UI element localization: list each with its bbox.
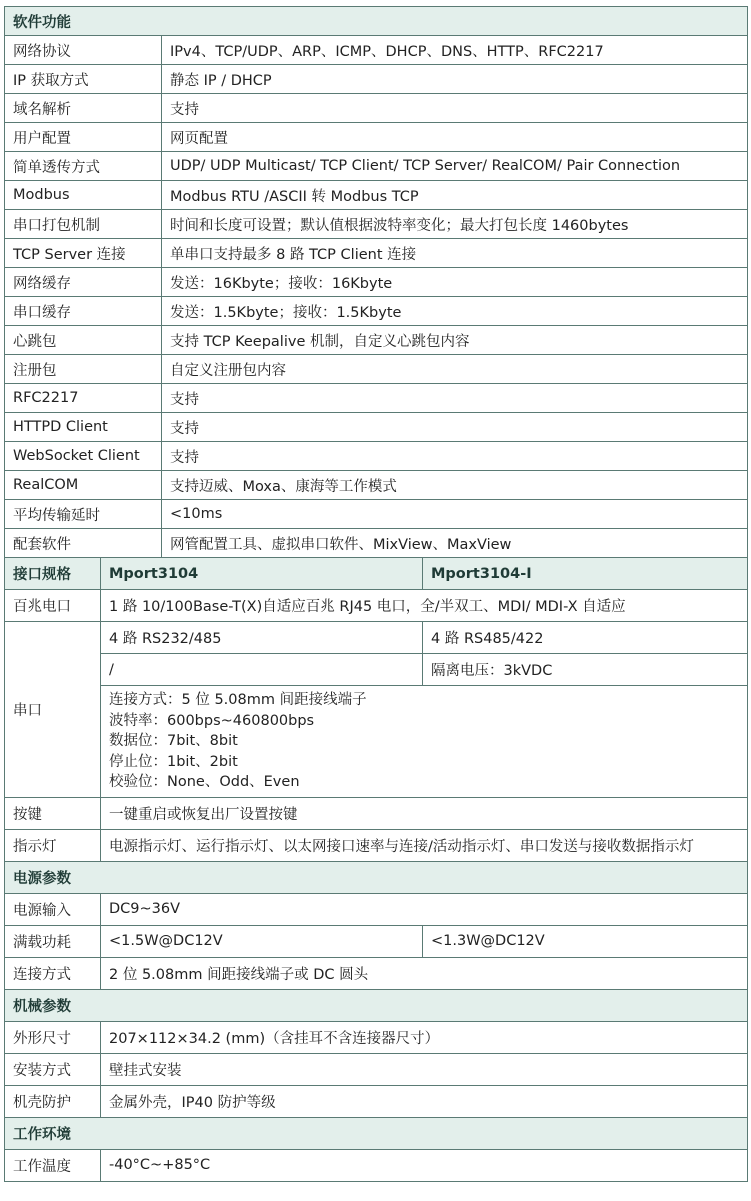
spec-label: 电源输入 — [5, 893, 101, 925]
serial-detail-line: 校验位：None、Odd、Even — [109, 774, 300, 791]
spec-label: 串口打包机制 — [5, 210, 162, 239]
spec-row — [5, 529, 748, 558]
spec-row — [5, 268, 748, 297]
spec-row — [5, 500, 748, 529]
spec-row — [5, 326, 748, 355]
section-title: 机械参数 — [5, 989, 748, 1021]
spec-value: 单串口支持最多 8 路 TCP Client 连接 — [162, 239, 748, 268]
consumption-model-a: <1.5W@DC12V — [101, 925, 423, 957]
spec-value: 发送：16Kbyte；接收：16Kbyte — [162, 268, 748, 297]
spec-value: UDP/ UDP Multicast/ TCP Client/ TCP Server/ RealCOM/ Pair Connection — [162, 152, 748, 181]
spec-value: 电源指示灯、运行指示灯、以太网接口速率与连接/活动指示灯、串口发送与接收数据指示灯 — [101, 829, 748, 861]
spec-label: HTTPD Client — [5, 413, 162, 442]
spec-row-power-connection — [5, 957, 748, 989]
spec-label: Modbus — [5, 181, 162, 210]
section-title: 电源参数 — [5, 861, 748, 893]
spec-value: 支持 — [162, 442, 748, 471]
spec-value: <10ms — [162, 500, 748, 529]
spec-row-power-consumption — [5, 925, 748, 957]
serial-detail-line: 停止位：1bit、2bit — [109, 753, 238, 770]
spec-value: 金属外壳，IP40 防护等级 — [101, 1085, 748, 1117]
spec-row — [5, 94, 748, 123]
hardware-spec-table — [4, 557, 748, 1182]
spec-value: 207×112×34.2 (mm)（含挂耳不含连接器尺寸） — [101, 1021, 748, 1053]
spec-label: 平均传输延时 — [5, 500, 162, 529]
spec-row-serial-isolation — [5, 654, 748, 686]
spec-row-serial-ports — [5, 622, 748, 654]
spec-value: 一键重启或恢复出厂设置按键 — [101, 797, 748, 829]
spec-label: 指示灯 — [5, 829, 101, 861]
spec-label: 串口 — [5, 622, 101, 798]
spec-row — [5, 181, 748, 210]
spec-label: RFC2217 — [5, 384, 162, 413]
software-spec-table — [4, 6, 748, 558]
spec-label: 网络协议 — [5, 36, 162, 65]
spec-row — [5, 123, 748, 152]
section-header-interface — [5, 558, 748, 590]
spec-value: 支持 — [162, 94, 748, 123]
section-header-power — [5, 861, 748, 893]
spec-label: 满载功耗 — [5, 925, 101, 957]
section-header-software — [5, 7, 748, 36]
spec-value: 网页配置 — [162, 123, 748, 152]
spec-value: 发送：1.5Kbyte；接收：1.5Kbyte — [162, 297, 748, 326]
spec-value: -40°C~+85°C — [101, 1149, 748, 1181]
spec-row-temperature — [5, 1149, 748, 1181]
spec-label: 百兆电口 — [5, 590, 101, 622]
model-b-header: Mport3104-I — [423, 558, 748, 590]
spec-row — [5, 384, 748, 413]
spec-value: 2 位 5.08mm 间距接线端子或 DC 圆头 — [101, 957, 748, 989]
spec-row-serial-details — [5, 686, 748, 798]
spec-row — [5, 297, 748, 326]
spec-row-mounting — [5, 1053, 748, 1085]
spec-row — [5, 65, 748, 94]
spec-value: 支持 — [162, 384, 748, 413]
spec-row — [5, 355, 748, 384]
spec-label: RealCOM — [5, 471, 162, 500]
serial-ports-model-a: 4 路 RS232/485 — [101, 622, 423, 654]
spec-label: 网络缓存 — [5, 268, 162, 297]
serial-isolation-model-b: 隔离电压：3kVDC — [423, 654, 748, 686]
serial-ports-model-b: 4 路 RS485/422 — [423, 622, 748, 654]
spec-label: IP 获取方式 — [5, 65, 162, 94]
section-title: 软件功能 — [5, 7, 748, 36]
spec-value: 时间和长度可设置；默认值根据波特率变化；最大打包长度 1460bytes — [162, 210, 748, 239]
section-title: 工作环境 — [5, 1117, 748, 1149]
spec-label: WebSocket Client — [5, 442, 162, 471]
serial-detail-line: 连接方式：5 位 5.08mm 间距接线端子 — [109, 692, 367, 708]
spec-row — [5, 36, 748, 65]
spec-row — [5, 152, 748, 181]
consumption-model-b: <1.3W@DC12V — [423, 925, 748, 957]
spec-label: 机壳防护 — [5, 1085, 101, 1117]
spec-label: 外形尺寸 — [5, 1021, 101, 1053]
spec-row-enclosure — [5, 1085, 748, 1117]
software-rows — [5, 36, 748, 558]
serial-isolation-model-a: / — [101, 654, 423, 686]
spec-row — [5, 471, 748, 500]
section-title: 接口规格 — [5, 558, 101, 590]
spec-label: 注册包 — [5, 355, 162, 384]
serial-detail-line: 波特率：600bps~460800bps — [109, 712, 315, 729]
spec-row-power-input — [5, 893, 748, 925]
spec-label: 安装方式 — [5, 1053, 101, 1085]
spec-row — [5, 442, 748, 471]
spec-value: DC9~36V — [101, 893, 748, 925]
model-a-header: Mport3104 — [101, 558, 423, 590]
spec-label: 域名解析 — [5, 94, 162, 123]
spec-label: 用户配置 — [5, 123, 162, 152]
serial-detail-line: 数据位：7bit、8bit — [109, 733, 238, 750]
spec-value: 支持 TCP Keepalive 机制，自定义心跳包内容 — [162, 326, 748, 355]
spec-value: 自定义注册包内容 — [162, 355, 748, 384]
spec-label: 心跳包 — [5, 326, 162, 355]
spec-value: 支持 — [162, 413, 748, 442]
spec-label: 连接方式 — [5, 957, 101, 989]
spec-row — [5, 413, 748, 442]
spec-row — [5, 239, 748, 268]
spec-label: TCP Server 连接 — [5, 239, 162, 268]
spec-value: 1 路 10/100Base-T(X)自适应百兆 RJ45 电口，全/半双工、MDI/ MDI-X 自适应 — [101, 590, 748, 622]
spec-label: 串口缓存 — [5, 297, 162, 326]
serial-details — [101, 686, 748, 798]
spec-value: IPv4、TCP/UDP、ARP、ICMP、DHCP、DNS、HTTP、RFC2217 — [162, 36, 748, 65]
spec-value: Modbus RTU /ASCII 转 Modbus TCP — [162, 181, 748, 210]
spec-value: 网管配置工具、虚拟串口软件、MixView、MaxView — [162, 529, 748, 558]
spec-row-indicator — [5, 829, 748, 861]
section-header-environment — [5, 1117, 748, 1149]
section-header-mechanical — [5, 989, 748, 1021]
spec-label: 按键 — [5, 797, 101, 829]
spec-value: 静态 IP / DHCP — [162, 65, 748, 94]
spec-sheet — [4, 6, 747, 1182]
spec-row-ethernet — [5, 590, 748, 622]
spec-row-button — [5, 797, 748, 829]
spec-label: 工作温度 — [5, 1149, 101, 1181]
spec-label: 配套软件 — [5, 529, 162, 558]
spec-row-size — [5, 1021, 748, 1053]
spec-row — [5, 210, 748, 239]
spec-label: 简单透传方式 — [5, 152, 162, 181]
spec-value: 壁挂式安装 — [101, 1053, 748, 1085]
spec-value: 支持迈威、Moxa、康海等工作模式 — [162, 471, 748, 500]
